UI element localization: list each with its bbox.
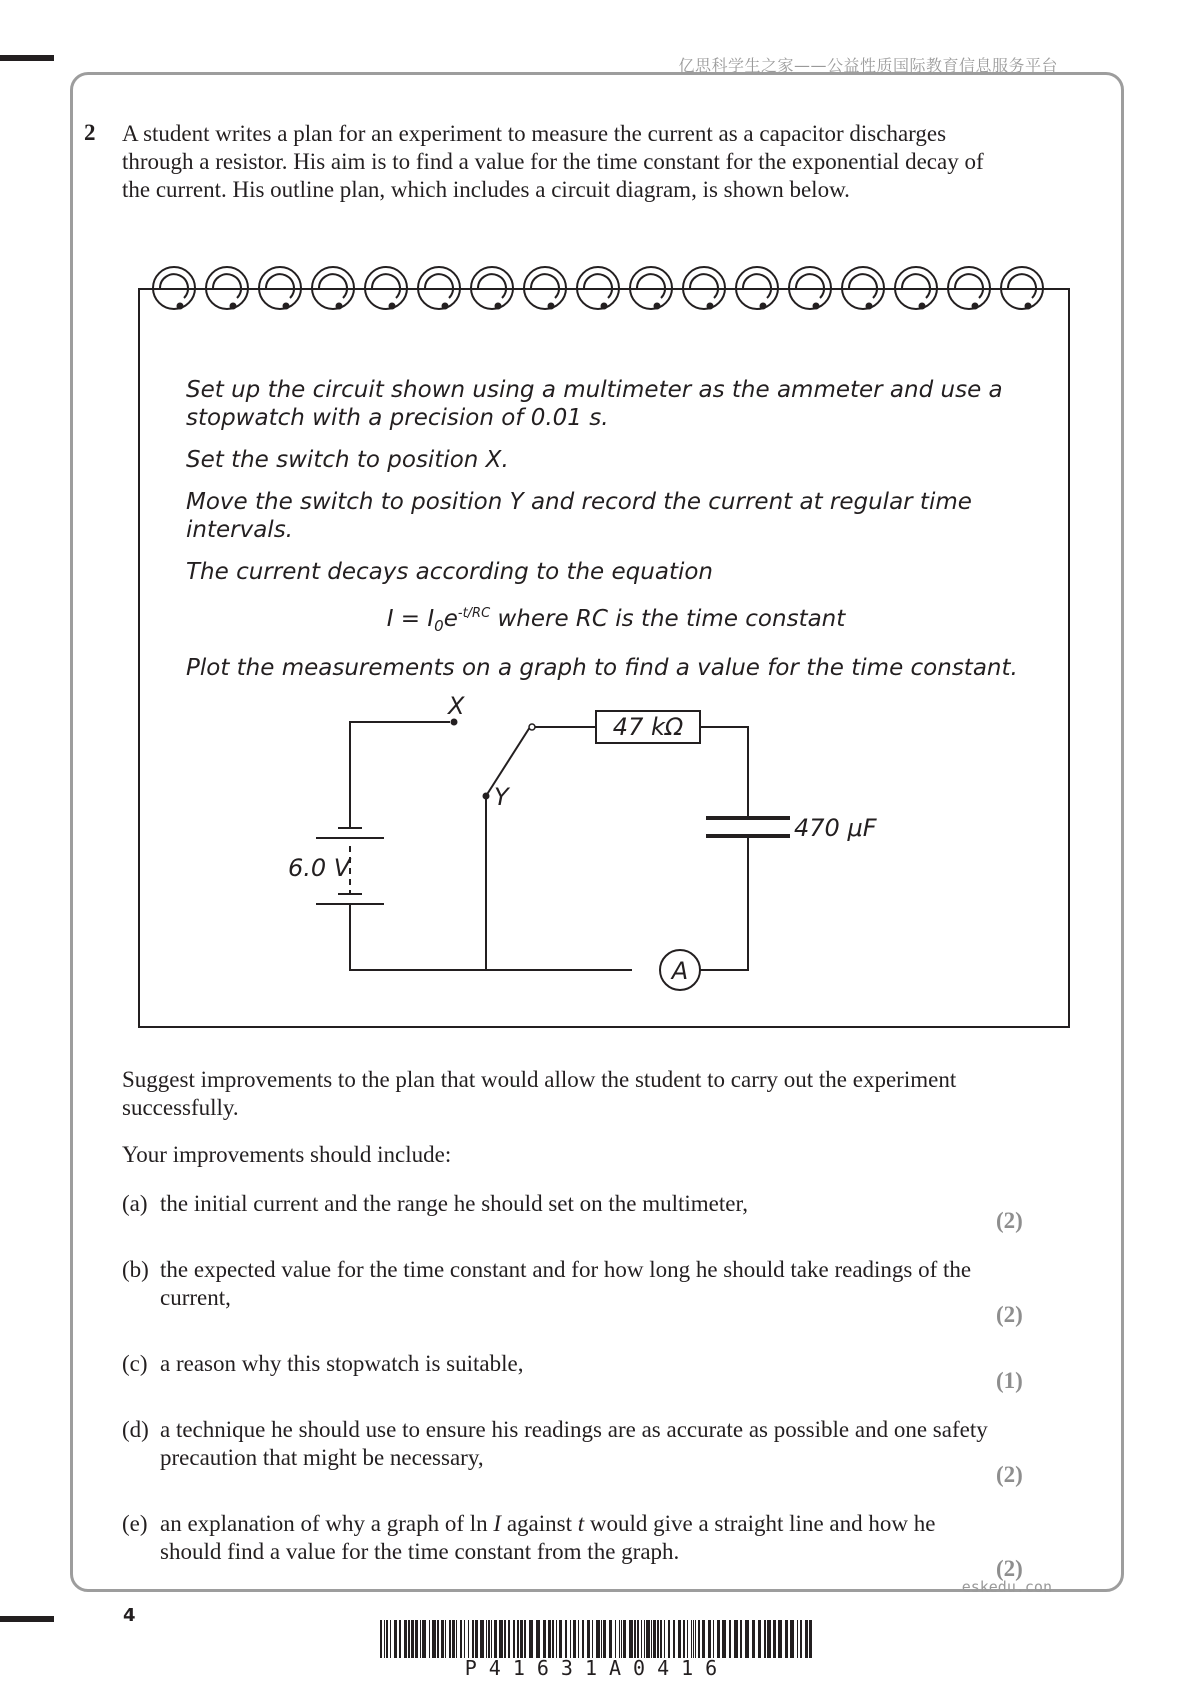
barcode-bar — [634, 1620, 636, 1658]
barcode-bar — [408, 1620, 410, 1658]
part-c-text: a reason why this stopwatch is suitable, — [160, 1351, 524, 1376]
part-e-text-pre: an explanation of why a graph of ln — [160, 1511, 494, 1536]
barcode-bar — [778, 1620, 782, 1658]
barcode-bar — [437, 1620, 439, 1658]
barcode-bar — [660, 1620, 662, 1658]
barcode-bar — [468, 1620, 469, 1658]
barcode-bar — [432, 1620, 436, 1658]
barcode-bar — [513, 1620, 515, 1658]
barcode-bar — [582, 1620, 584, 1658]
barcode-bar — [596, 1620, 600, 1658]
part-e-symbol-t: t — [577, 1511, 585, 1536]
barcode-bar — [646, 1620, 650, 1658]
label-switch-x: X — [448, 692, 465, 720]
barcode-bar — [621, 1620, 622, 1658]
part-d-letter: (d) — [122, 1417, 149, 1442]
barcode-bar — [673, 1620, 675, 1658]
wire-resistor-to-capacitor — [700, 727, 748, 818]
barcode-bar — [587, 1620, 590, 1658]
barcode-bar — [603, 1620, 606, 1658]
label-resistor: 47 kΩ — [612, 713, 684, 741]
barcode-bar — [629, 1620, 633, 1658]
margin-bar-bottom — [0, 1616, 54, 1622]
barcode-bar — [472, 1620, 474, 1658]
page-number: 4 — [123, 1605, 136, 1626]
barcode-bar — [543, 1620, 546, 1658]
part-a-marks: (2) — [996, 1208, 1023, 1233]
watermark-top: 亿思科学生之家——公益性质国际教育信息服务平台 — [678, 56, 1058, 75]
equation-lhs: I = I — [386, 606, 435, 632]
part-a-letter: (a) — [122, 1191, 148, 1216]
barcode-bar — [422, 1620, 426, 1658]
barcode-bar — [548, 1620, 551, 1658]
plan-line-4: The current decays according to the equation — [186, 559, 714, 585]
plan-line-3: Move the switch to position Y and record the current at regular time intervals. — [186, 489, 972, 543]
barcode-bar — [488, 1620, 490, 1658]
barcode-bar — [475, 1620, 478, 1658]
plan-line-1: Set up the circuit shown using a multimeter as the ammeter and use a stopwatch with a precision of 0.01 s. — [186, 377, 1003, 431]
barcode-bar — [529, 1620, 533, 1658]
part-b-marks: (2) — [996, 1302, 1023, 1327]
barcode-bar — [480, 1620, 484, 1658]
barcode-bar — [573, 1620, 576, 1658]
question-intro: A student writes a plan for an experiment to measure the current as a capacitor discharges through a resistor. His aim is to find a value for the time constant for the exponential decay of the current. His outline plan, which includes a circuit diagram, is shown below. — [122, 121, 984, 202]
part-b-letter: (b) — [122, 1257, 149, 1282]
wire-capacitor-to-ammeter — [700, 836, 748, 970]
barcode-bar — [552, 1620, 554, 1658]
barcode-bar — [609, 1620, 612, 1658]
barcode-bar — [678, 1620, 681, 1658]
barcode-bar — [644, 1620, 645, 1658]
barcode-bar — [504, 1620, 506, 1658]
barcode-bar — [570, 1620, 571, 1658]
barcode-bar — [491, 1620, 492, 1658]
barcode-bar — [657, 1620, 659, 1658]
switch-pivot — [529, 724, 535, 730]
equation-base: e — [443, 606, 458, 632]
part-b-text: the expected value for the time constant and for how long he should take readings of the current, — [160, 1257, 972, 1310]
barcode-bar — [452, 1620, 455, 1658]
part-e — [122, 1510, 992, 1566]
barcode-bar — [767, 1620, 771, 1658]
barcode-bar — [695, 1620, 696, 1658]
barcode-bar — [494, 1620, 497, 1658]
barcode-bar — [556, 1620, 557, 1658]
part-e-text-post: would give a straight line and how he should find a value for the time constant from the graph. — [160, 1511, 936, 1564]
notebook-plan — [138, 288, 1070, 1028]
barcode-bar — [578, 1620, 579, 1658]
plan-line-5: Plot the measurements on a graph to find a value for the time constant. — [186, 655, 1018, 681]
barcode-bar — [559, 1620, 562, 1658]
equation-exponent: -t/RC — [457, 606, 491, 621]
barcode-text: P41631A0416 — [464, 1656, 730, 1680]
barcode-bar — [601, 1620, 602, 1658]
barcode-bar — [809, 1620, 812, 1658]
barcode-bar — [752, 1620, 755, 1658]
plan-line-2: Set the switch to position X. — [186, 447, 509, 473]
barcode-bar — [722, 1620, 726, 1658]
watermark-bottom: eskedu.con — [961, 1578, 1052, 1596]
part-c — [122, 1350, 992, 1378]
barcode-bar — [790, 1620, 794, 1658]
barcode-bar — [508, 1620, 510, 1658]
barcode-bar — [745, 1620, 749, 1658]
barcode-bar — [764, 1620, 766, 1658]
barcode-bar — [805, 1620, 808, 1658]
barcode-bar — [411, 1620, 414, 1658]
barcode-bar — [386, 1620, 388, 1658]
barcode-bar — [800, 1620, 802, 1658]
circuit-diagram — [140, 290, 1072, 1030]
equation-subscript: 0 — [434, 617, 444, 635]
suggest-text: Suggest improvements to the plan that would allow the student to carry out the experiment successfully. — [122, 1067, 957, 1120]
barcode-bar — [797, 1620, 798, 1658]
part-c-letter: (c) — [122, 1351, 148, 1376]
wire-battery-to-bottom — [350, 904, 632, 970]
barcode-bar — [420, 1620, 421, 1658]
part-e-text-mid: against — [501, 1511, 578, 1536]
barcode-bar — [390, 1620, 391, 1658]
barcode-bar — [565, 1620, 567, 1658]
part-d-text: a technique he should use to ensure his readings are as accurate as possible and one safety precaution that might be necessary, — [160, 1417, 988, 1470]
barcode-bar — [404, 1620, 407, 1658]
part-e-symbol-i: I — [493, 1511, 502, 1536]
barcode-bar — [785, 1620, 788, 1658]
equation-rest: where RC is the time constant — [490, 606, 846, 632]
part-e-marks: (2) — [996, 1556, 1023, 1581]
part-b — [122, 1256, 992, 1312]
margin-bar-top — [0, 55, 54, 61]
part-e-text — [160, 1510, 992, 1566]
barcode-bar — [651, 1620, 652, 1658]
part-c-marks: (1) — [996, 1368, 1023, 1393]
barcode-bar — [698, 1620, 700, 1658]
barcode-bar — [729, 1620, 731, 1658]
barcode-bar — [415, 1620, 418, 1658]
barcode — [380, 1620, 814, 1658]
barcode-bar — [380, 1620, 382, 1658]
label-battery: 6.0 V — [288, 854, 351, 882]
include-text: Your improvements should include: — [122, 1142, 452, 1167]
barcode-bar — [441, 1620, 444, 1658]
barcode-bar — [429, 1620, 430, 1658]
barcode-bar — [641, 1620, 642, 1658]
barcode-bar — [456, 1620, 457, 1658]
part-d — [122, 1416, 992, 1472]
barcode-bar — [773, 1620, 776, 1658]
part-e-letter: (e) — [122, 1511, 148, 1536]
barcode-bar — [499, 1620, 503, 1658]
barcode-bar — [734, 1620, 738, 1658]
barcode-bar — [637, 1620, 639, 1658]
barcode-bar — [464, 1620, 465, 1658]
barcode-bar — [460, 1620, 462, 1658]
barcode-bar — [683, 1620, 685, 1658]
part-d-marks: (2) — [996, 1462, 1023, 1487]
label-ammeter: A — [671, 957, 689, 985]
barcode-bar — [717, 1620, 720, 1658]
barcode-bar — [619, 1620, 620, 1658]
barcode-bar — [520, 1620, 523, 1658]
barcode-bar — [524, 1620, 526, 1658]
barcode-bar — [517, 1620, 519, 1658]
barcode-bar — [708, 1620, 711, 1658]
barcode-bar — [394, 1620, 397, 1658]
barcode-bar — [702, 1620, 705, 1658]
barcode-bar — [687, 1620, 688, 1658]
part-a-text: the initial current and the range he should set on the multimeter, — [160, 1191, 748, 1216]
question-number: 2 — [84, 120, 96, 145]
wire-x-to-battery — [350, 722, 450, 828]
barcode-bar — [668, 1620, 670, 1658]
barcode-bar — [486, 1620, 487, 1658]
label-switch-y: Y — [494, 783, 509, 811]
barcode-bar — [740, 1620, 742, 1658]
barcode-bar — [653, 1620, 656, 1658]
barcode-bar — [758, 1620, 761, 1658]
barcode-bar — [592, 1620, 593, 1658]
barcode-bar — [713, 1620, 714, 1658]
label-capacitor: 470 μF — [794, 814, 877, 842]
barcode-bar — [615, 1620, 616, 1658]
part-a — [122, 1190, 992, 1218]
switch-contact-y — [483, 793, 490, 800]
barcode-bar — [399, 1620, 401, 1658]
barcode-bar — [691, 1620, 692, 1658]
barcode-bar — [449, 1620, 451, 1658]
barcode-bar — [536, 1620, 540, 1658]
barcode-bar — [384, 1620, 385, 1658]
barcode-bar — [664, 1620, 665, 1658]
barcode-bar — [623, 1620, 626, 1658]
barcode-bar — [445, 1620, 446, 1658]
barcode-bar — [693, 1620, 694, 1658]
